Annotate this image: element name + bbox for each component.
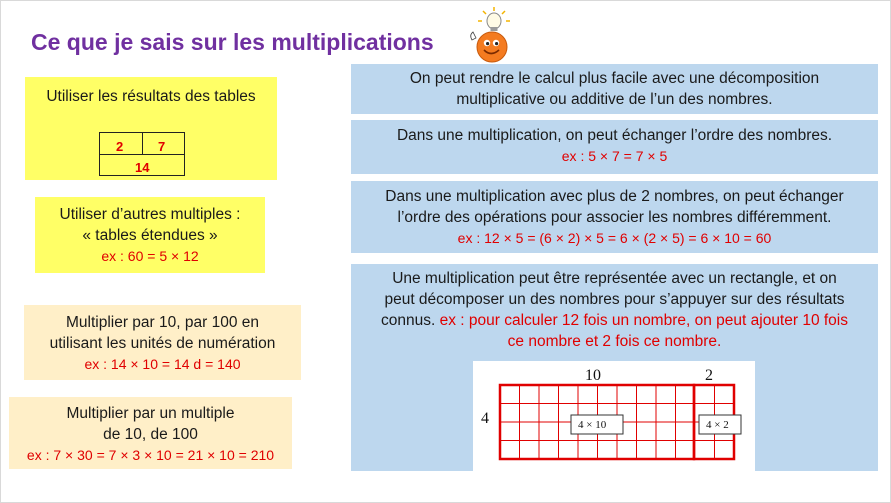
- rectangle-line4: ce nombre et 2 fois ce nombre.: [507, 333, 722, 350]
- decomposition-line1: On peut rendre le calcul plus facile avec une décomposition: [409, 70, 820, 87]
- extended-example: ex : 60 = 5 × 12: [101, 248, 199, 264]
- rectangle-line3-red: ex : pour calculer 12 fois un nombre, on peut ajouter 10 fois: [435, 312, 848, 329]
- associative-line2: l’ordre des opérations pour associer les nombres différemment.: [397, 209, 832, 226]
- rectangle-line3-black: connus.: [380, 312, 436, 329]
- table-factor-a: 2: [116, 139, 124, 154]
- associative-card: [351, 181, 878, 253]
- multiply-by-10-card: [24, 305, 301, 380]
- table-factor-b: 7: [158, 139, 166, 154]
- commutative-line1: Dans une multiplication, on peut échanger l’ordre des nombres.: [396, 127, 833, 144]
- tables-text: Utiliser les résultats des tables: [46, 88, 256, 105]
- commutative-card: [351, 120, 878, 174]
- by10-line2: utilisant les unités de numération: [49, 335, 276, 352]
- multiple10-example: ex : 7 × 30 = 7 × 3 × 10 = 21 × 10 = 210: [26, 447, 275, 463]
- label-left-product: 4 × 10: [578, 419, 607, 431]
- grid-svg: [473, 361, 755, 471]
- multiple10-line2: de 10, de 100: [103, 426, 198, 443]
- by10-example: ex : 14 × 10 = 14 d = 140: [84, 356, 241, 372]
- label-side: 4: [481, 410, 489, 427]
- page-title: Ce que je sais sur les multiplications: [31, 29, 434, 55]
- by10-line1: Multiplier par 10, par 100 en: [65, 314, 259, 331]
- associative-line1: Dans une multiplication avec plus de 2 nombres, on peut échanger: [385, 188, 844, 205]
- rectangle-line3: [351, 310, 878, 331]
- decomposition-card: [351, 64, 878, 114]
- mini-multiplication-table: [99, 132, 185, 176]
- multiple10-line1: Multiplier par un multiple: [66, 405, 235, 422]
- extended-tables-card: [35, 197, 265, 273]
- label-top-left: 10: [585, 367, 601, 384]
- multiple-of-10-card: [9, 397, 292, 469]
- label-top-right: 2: [705, 367, 713, 384]
- lightbulb-orange-face-icon: [464, 5, 520, 65]
- rectangle-line1: Une multiplication peut être représentée avec un rectangle, et on: [392, 270, 837, 287]
- rectangle-grid-illustration: [473, 361, 755, 471]
- extended-line2: « tables étendues »: [82, 227, 218, 244]
- decomposition-line2: multiplicative ou additive de l’un des nombres.: [456, 91, 773, 108]
- tables-card: [25, 77, 277, 180]
- label-right-product: 4 × 2: [706, 419, 729, 431]
- associative-example: ex : 12 × 5 = (6 × 2) × 5 = 6 × (2 × 5) = 6 × 10 = 60: [457, 230, 772, 246]
- commutative-example: ex : 5 × 7 = 7 × 5: [561, 148, 668, 164]
- rectangle-line2: peut décomposer un des nombres pour s’appuyer sur des résultats: [384, 291, 845, 308]
- extended-line1: Utiliser d’autres multiples :: [59, 206, 241, 223]
- table-product: 14: [135, 160, 150, 175]
